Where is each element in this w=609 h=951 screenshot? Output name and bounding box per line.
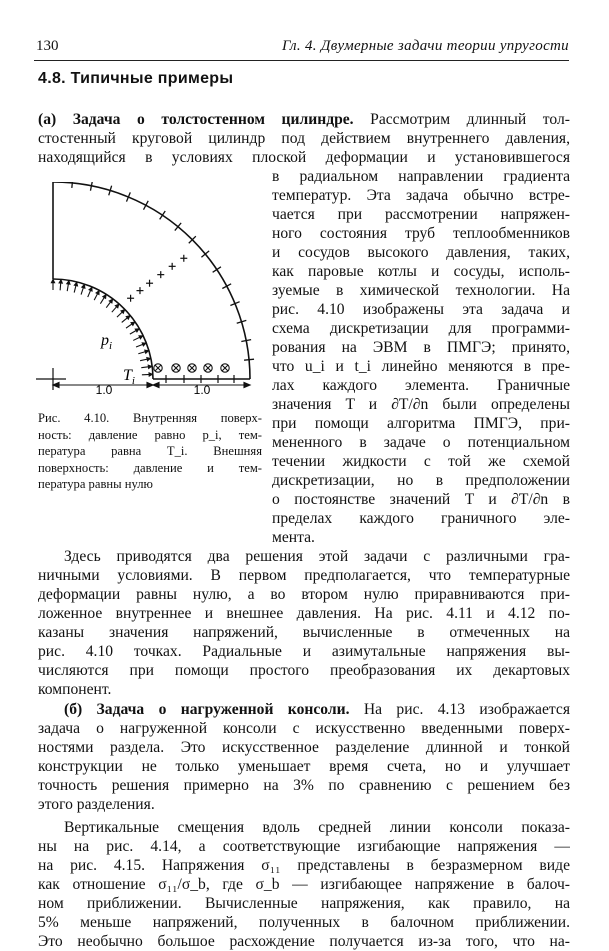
solutions-line: ложенное внутреннее и внешнее давления. На рис. 4.11 и 4.12 по-	[38, 605, 570, 622]
solutions-line: казаны значения напряжений, вычисленные в отмеченных на	[38, 624, 570, 641]
figure-cylinder-quadrant	[36, 182, 266, 397]
caption-line: пература равны нулю	[38, 477, 153, 491]
paragraph-a-line: дискретизации, но в предположении	[272, 472, 570, 489]
pressure-arrowhead	[96, 290, 100, 294]
dimension-label-left: 1.0	[95, 383, 113, 397]
outer-arc-ticks	[72, 182, 254, 360]
pressure-arrowhead	[142, 343, 146, 347]
paragraph-a-line: что u_i и t_i линейно меняются в пре-	[272, 358, 570, 375]
outer-tick	[72, 182, 73, 188]
dimension-label-right: 1.0	[193, 383, 211, 397]
paragraph-a-line: и сосудов высокого давления, таких,	[272, 244, 570, 261]
paragraph-b-line: конструкции не только уменьшает время счета, но и улучшает	[38, 758, 570, 775]
pressure-arrowhead	[81, 284, 85, 288]
solutions-line: ничными условиями. В первом предполагается, что температурные	[38, 567, 570, 584]
outer-tick	[160, 211, 166, 219]
paragraph-a-line: зуемые в химической технологии. На	[272, 282, 570, 299]
paragraph-a-line: ного состояния труб теплообменников	[272, 225, 570, 242]
paragraph-a-heading: (а) Задача о толстостенном цилиндре.	[38, 111, 354, 128]
paragraph-a-line	[38, 110, 570, 129]
paragraph-a-line: рования на ЭВМ в ПМГЭ; принято,	[272, 339, 570, 356]
paragraph-c-line: ном приближении. Вычисленные напряжения, как правило, на	[38, 895, 570, 912]
text-run: Рассмотрим длинный тол-	[370, 111, 570, 128]
temperature-label: $T_i$	[123, 367, 135, 387]
paragraph-b-line: задача о нагруженной консоли с искусственно введенными поверх-	[38, 720, 570, 737]
paragraph-a-line: мента.	[272, 529, 315, 546]
outer-boundary-arc	[53, 182, 250, 379]
paragraph-a-line: при помощи алгоритма ПМГЭ, при-	[272, 415, 570, 432]
text-run: На рис. 4.13 изображается	[363, 701, 570, 718]
figure-caption	[38, 410, 262, 493]
paragraph-a-line: лах каждого элемента. Граничные	[272, 377, 570, 394]
paragraph-b-heading: (б) Задача о нагруженной консоли.	[64, 701, 350, 718]
paragraph-a-line: схема дискретизации для программи-	[272, 320, 570, 337]
pressure-arrowhead	[74, 282, 78, 286]
solutions-line: деформации равны нулю, а во втором нулю приравниваются при-	[38, 586, 570, 603]
outer-tick	[244, 359, 254, 360]
paragraph-a-line: значения T и ∂T/∂n были определены	[272, 396, 570, 413]
pressure-label: $p_i$	[101, 332, 113, 352]
paragraph-a-line: пределах каждого граничного эле-	[272, 510, 570, 527]
caption-line: пература равна T_i. Внешняя	[38, 444, 262, 458]
paragraph-a-line: рис. 4.10 изображены эта задача и	[272, 301, 570, 318]
paragraph-a-line: мененного в задаче о потенциальном	[272, 434, 570, 451]
pressure-arrows	[51, 279, 153, 376]
paragraph-c-line: 5% меньше напряжений, полученных в балочном приближении.	[38, 914, 570, 931]
paragraph-c-line: Вертикальные смещения вдоль средней линии консоли показа-	[64, 819, 570, 836]
caption-line: поверхность: давление и тем-	[38, 460, 262, 475]
paragraph-c-line: на рис. 4.15. Напряжения σ₁₁ представлены в безразмерном виде	[38, 857, 570, 874]
paragraph-b-line	[64, 700, 570, 719]
pressure-arrowhead	[135, 329, 139, 333]
caption-line: Рис. 4.10. Внутренняя поверх-	[38, 411, 262, 425]
paragraph-a-line: температур. Эта задача обычно встре-	[272, 187, 570, 204]
paragraph-a-line: как паровые котлы и сосуды, исполь-	[272, 263, 570, 280]
running-title: Гл. 4. Двумерные задачи теории упругости	[281, 38, 569, 54]
pressure-arrowhead	[102, 294, 106, 298]
paragraph-a-line: о постоянстве значений T и ∂T/∂n в	[272, 491, 570, 508]
pressure-arrowhead	[131, 322, 135, 326]
paragraph-c-line: ны на рис. 4.14, а соответствующие изгибающие напряжения —	[38, 838, 570, 855]
paragraph-a-line: находящийся в условиях плоской деформации и установившегося	[38, 149, 570, 166]
solutions-line: рис. 4.10 точках. Радиальные и азимутальные напряжения вы-	[38, 643, 570, 660]
paragraph-a-line: в радиальном направлении градиента	[272, 168, 570, 185]
pressure-arrowhead	[89, 287, 93, 291]
paragraph-a-line: течении жидкости с той же схемой	[272, 453, 570, 470]
caption-line: ность: давление равно p_i, тем-	[38, 427, 262, 442]
pressure-arrowhead	[139, 336, 143, 340]
paragraph-b-line: ностями раздела. Это искусственное разделение длинной и тонкой	[38, 739, 570, 756]
paragraph-c-line: Это необычно большое расхождение получается из-за того, что на-	[38, 933, 570, 950]
paragraph-c-line: как отношение σ₁₁/σ_b, где σ_b — изгибающее напряжение в балоч-	[38, 876, 570, 893]
solutions-line: компонент.	[38, 681, 112, 698]
paragraph-a-line: чается при рассмотрении напряжен-	[272, 206, 570, 223]
paragraph-a-line: стостенный круговой цилиндр под действием внутреннего давления,	[38, 130, 570, 147]
section-title: 4.8. Типичные примеры	[38, 70, 234, 87]
page-header	[34, 38, 569, 61]
outer-tick	[213, 267, 221, 273]
sample-point-otimes-marks	[154, 364, 229, 372]
sample-point-plus-marks	[127, 255, 187, 302]
page-number: 130	[36, 38, 59, 54]
solutions-line: числяются при помощи простого преобразования их декартовых	[38, 662, 570, 679]
solutions-line: Здесь приводятся два решения этой задачи с различными гра-	[64, 548, 570, 565]
paragraph-b-line: точность решения примерно на 3% по сравнению с решением без	[38, 777, 570, 794]
paragraph-b-line: этого разделения.	[38, 796, 155, 813]
pressure-arrowhead	[144, 350, 148, 354]
